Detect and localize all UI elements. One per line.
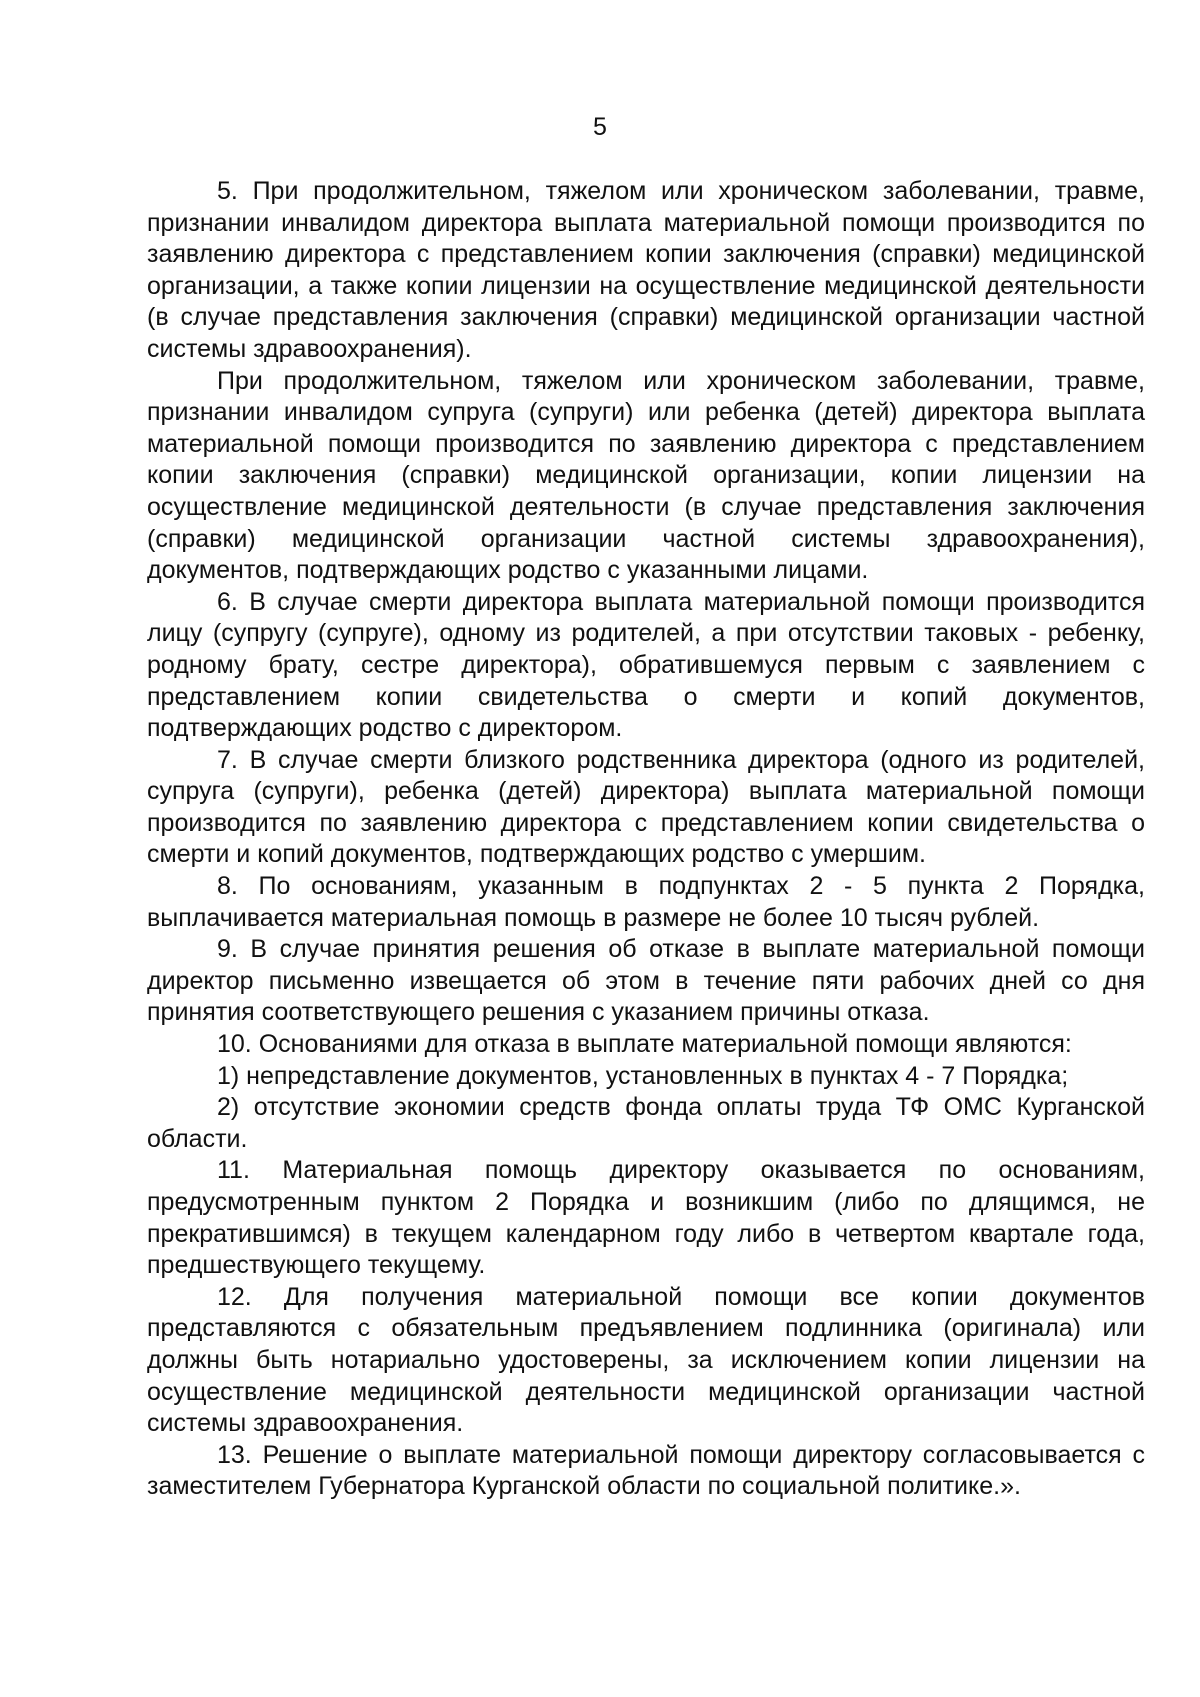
document-body <box>147 176 1145 1503</box>
paragraph-10: 10. Основаниями для отказа в выплате материальной помощи являются: <box>217 1030 1072 1059</box>
paragraph-13: 13. Решение о выплате материальной помощи директору согласовывается с заместителем Губернатора Курганской области по социальной политике.». <box>147 1440 1145 1501</box>
list-item-2: 2) отсутствие экономии средств фонда оплаты труда ТФ ОМС Курганской области. <box>147 1093 1145 1153</box>
paragraph-12: 12. Для получения материальной помощи все копии документов представляются с обязательным предъявлением подлинника (оригинала) или должны быть нотариально удостоверены, за исключением копии лицензии на осуществление медицинской деятельности медицинской организации частной системы здравоохранения. <box>147 1282 1145 1438</box>
paragraph-7: 7. В случае смерти близкого родственника директора (одного из родителей, супруга (супруги), ребенка (детей) директора) выплата материальной помощи производится по заявлению директора с представлением копии свидетельства о смерти и копий документов, подтверждающих родство с умершим. <box>147 745 1145 869</box>
paragraph-8: 8. По основаниям, указанным в подпунктах 2 - 5 пункта 2 Порядка, выплачивается материальная помощь в размере не более 10 тысяч рублей. <box>147 872 1145 932</box>
paragraph-5: 5. При продолжительном, тяжелом или хроническом заболевании, травме, признании инвалидом директора выплата материальной помощи производится по заявлению директора с представлением копии заключения (справки) медицинской организации, а также копии лицензии на осуществление медицинской деятельности (в случае представления заключения (справки) медицинской организации частной системы здравоохранения). <box>147 177 1145 363</box>
page-number: 5 <box>593 113 607 141</box>
list-item-1: 1) непредставление документов, установленных в пунктах 4 - 7 Порядка; <box>217 1061 1069 1090</box>
paragraph-9: 9. В случае принятия решения об отказе в выплате материальной помощи директор письменно извещается об этом в течение пяти рабочих дней со дня принятия соответствующего решения с указанием причины отказа. <box>147 935 1145 1027</box>
paragraph-11: 11. Материальная помощь директору оказывается по основаниям, предусмотренным пунктом 2 Порядка и возникшим (либо по длящимся, не прекратившимся) в текущем календарном году либо в четвертом квартале года, предшествующего текущему. <box>147 1156 1145 1280</box>
paragraph-6: 6. В случае смерти директора выплата материальной помощи производится лицу (супругу (супруге), одному из родителей, а при отсутствии таковых - ребенку, родному брату, сестре директора), обратившемуся первым с заявлением с представлением копии свидетельства о смерти и копий документов, подтверждающих родство с директором. <box>147 587 1145 743</box>
paragraph-5-continued: При продолжительном, тяжелом или хроническом заболевании, травме, признании инвалидом супруга (супруги) или ребенка (детей) директора выплата материальной помощи производится по заявлению директора с представлением копии заключения (справки) медицинской организации, копии лицензии на осуществление медицинской деятельности (в случае представления заключения (справки) медицинской организации частной системы здравоохранения), документов, подтверждающих родство с указанными лицами. <box>147 366 1145 585</box>
